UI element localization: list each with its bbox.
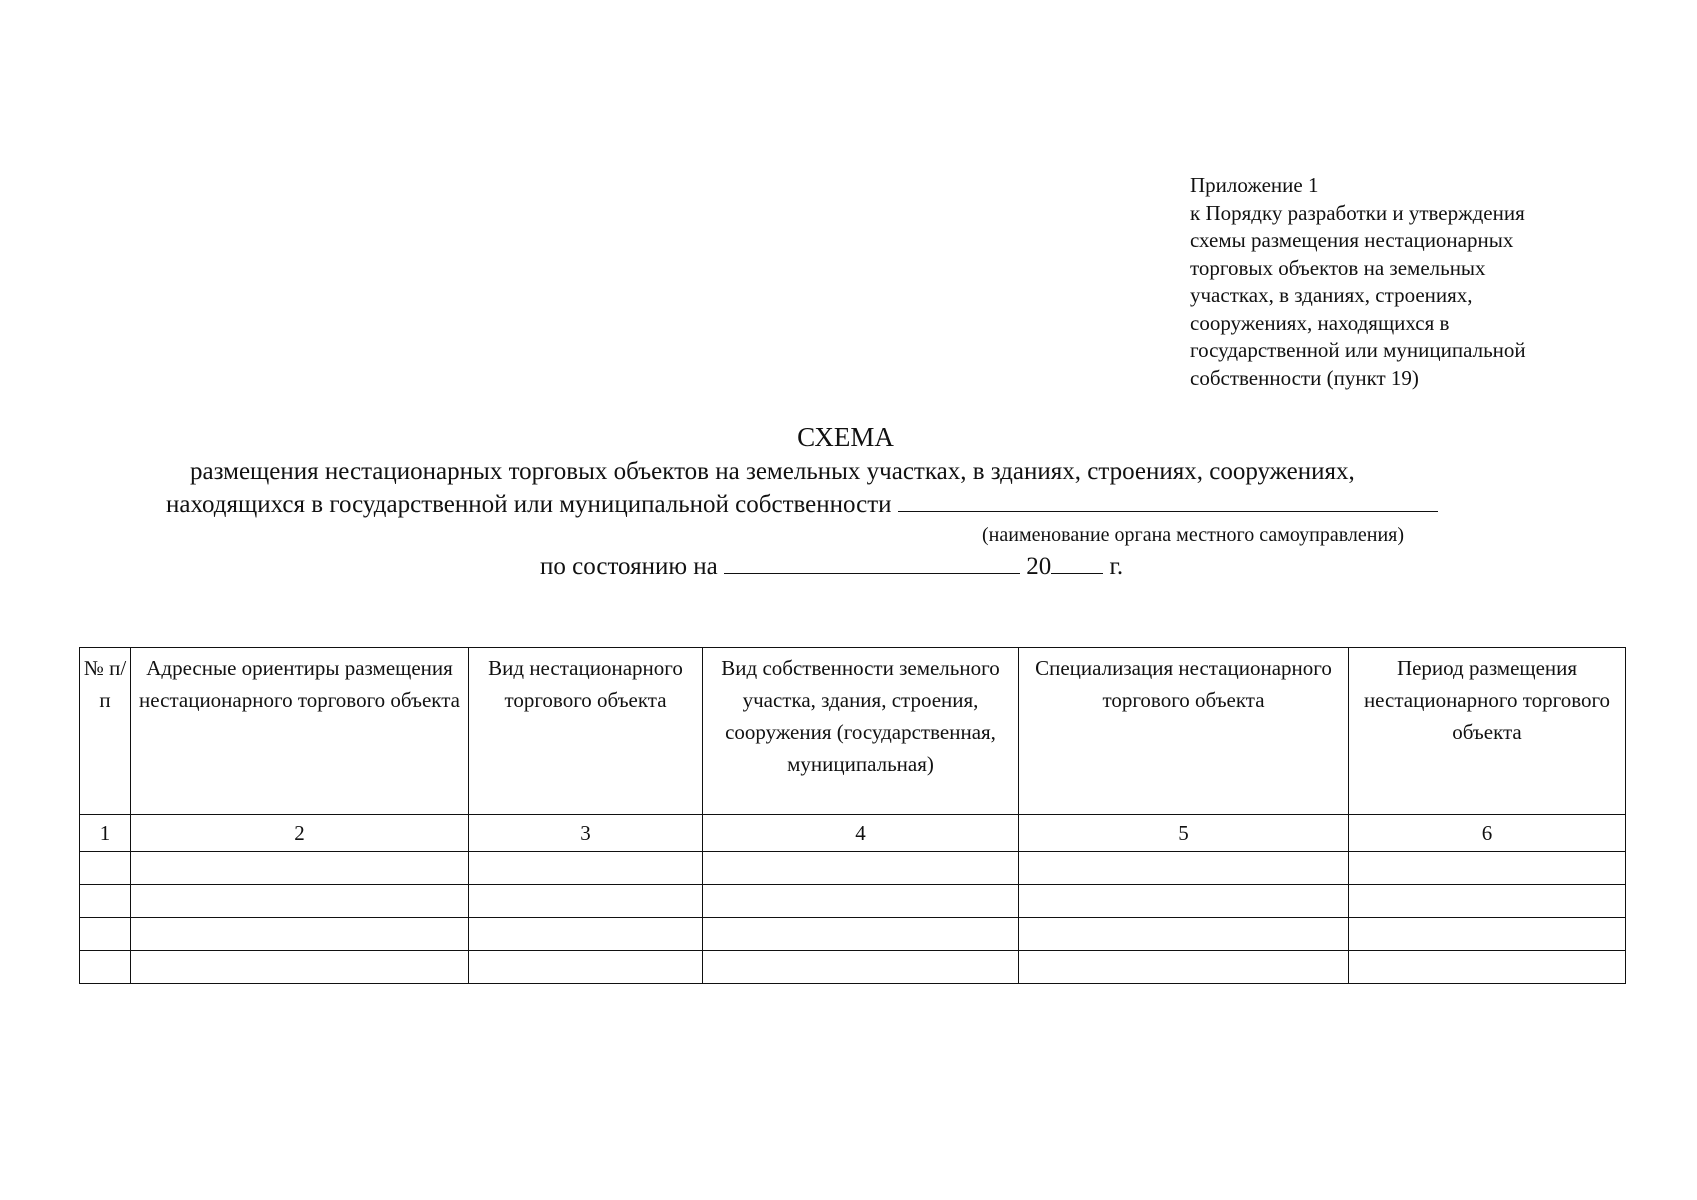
header-number: № п/п	[80, 648, 131, 815]
header-ownership: Вид собственности земельного участка, здания, строения, сооружения (государственная, муниципальная)	[703, 648, 1019, 815]
table-row	[80, 852, 1626, 885]
header-specialization: Специализация нестационарного торгового объекта	[1019, 648, 1349, 815]
appendix-line: участках, в зданиях, строениях,	[1190, 283, 1473, 307]
column-number: 1	[80, 815, 131, 852]
year-blank[interactable]	[1051, 551, 1103, 574]
column-number: 4	[703, 815, 1019, 852]
table-cell[interactable]	[1349, 885, 1626, 918]
table-cell[interactable]	[131, 852, 469, 885]
table-cell[interactable]	[80, 885, 131, 918]
table-cell[interactable]	[469, 918, 703, 951]
table-cell[interactable]	[131, 918, 469, 951]
table-cell[interactable]	[469, 951, 703, 984]
table-cell[interactable]	[469, 852, 703, 885]
appendix-line: Приложение 1	[1190, 173, 1319, 197]
table-row	[80, 885, 1626, 918]
header-period: Период размещения нестационарного торгового объекта	[1349, 648, 1626, 815]
column-number: 2	[131, 815, 469, 852]
title-block	[0, 422, 1697, 580]
year-prefix: 20	[1026, 553, 1052, 580]
appendix-note	[1190, 172, 1660, 392]
table-cell[interactable]	[1349, 852, 1626, 885]
header-address: Адресные ориентиры размещения нестационарного торгового объекта	[131, 648, 469, 815]
table-cell[interactable]	[1019, 885, 1349, 918]
table-cell[interactable]	[703, 951, 1019, 984]
appendix-line: торговых объектов на земельных	[1190, 255, 1486, 280]
appendix-line: к Порядку разработки и утверждения	[1190, 200, 1525, 225]
table-cell[interactable]	[80, 951, 131, 984]
title-line-2-text: находящихся в государственной или муниципальной собственности	[166, 491, 892, 518]
table-cell[interactable]	[703, 918, 1019, 951]
table-cell[interactable]	[703, 852, 1019, 885]
year-suffix: г.	[1109, 553, 1124, 580]
appendix-line: государственной или муниципальной	[1190, 338, 1526, 362]
table-cell[interactable]	[80, 918, 131, 951]
table-cell[interactable]	[131, 885, 469, 918]
table-cell[interactable]	[1019, 951, 1349, 984]
table-header-row	[80, 648, 1626, 815]
date-line	[540, 551, 1123, 581]
schema-table	[79, 647, 1626, 984]
document-title: СХЕМА	[797, 422, 894, 452]
header-object-type: Вид нестационарного торгового объекта	[469, 648, 703, 815]
appendix-line: схемы размещения нестационарных	[1190, 228, 1514, 252]
appendix-line: собственности (пункт 19)	[1190, 365, 1419, 390]
table-cell[interactable]	[1019, 852, 1349, 885]
date-blank[interactable]	[724, 551, 1020, 574]
column-number: 3	[469, 815, 703, 852]
table-row	[80, 918, 1626, 951]
date-prefix: по состоянию на	[540, 553, 718, 580]
column-number: 5	[1019, 815, 1349, 852]
table-cell[interactable]	[80, 852, 131, 885]
authority-caption: (наименование органа местного самоуправления)	[982, 524, 1405, 546]
title-line-1: размещения нестационарных торговых объектов на земельных участках, в зданиях, строениях, сооружениях,	[190, 458, 1355, 485]
authority-name-blank[interactable]	[898, 489, 1438, 512]
appendix-line: сооружениях, находящихся в	[1190, 310, 1450, 335]
column-numbers-row	[80, 815, 1626, 852]
table-cell[interactable]	[703, 885, 1019, 918]
table-cell[interactable]	[1349, 951, 1626, 984]
title-line-2	[166, 489, 1438, 519]
column-number: 6	[1349, 815, 1626, 852]
table-cell[interactable]	[1349, 918, 1626, 951]
table-cell[interactable]	[131, 951, 469, 984]
table-cell[interactable]	[1019, 918, 1349, 951]
table-cell[interactable]	[469, 885, 703, 918]
table-row	[80, 951, 1626, 984]
